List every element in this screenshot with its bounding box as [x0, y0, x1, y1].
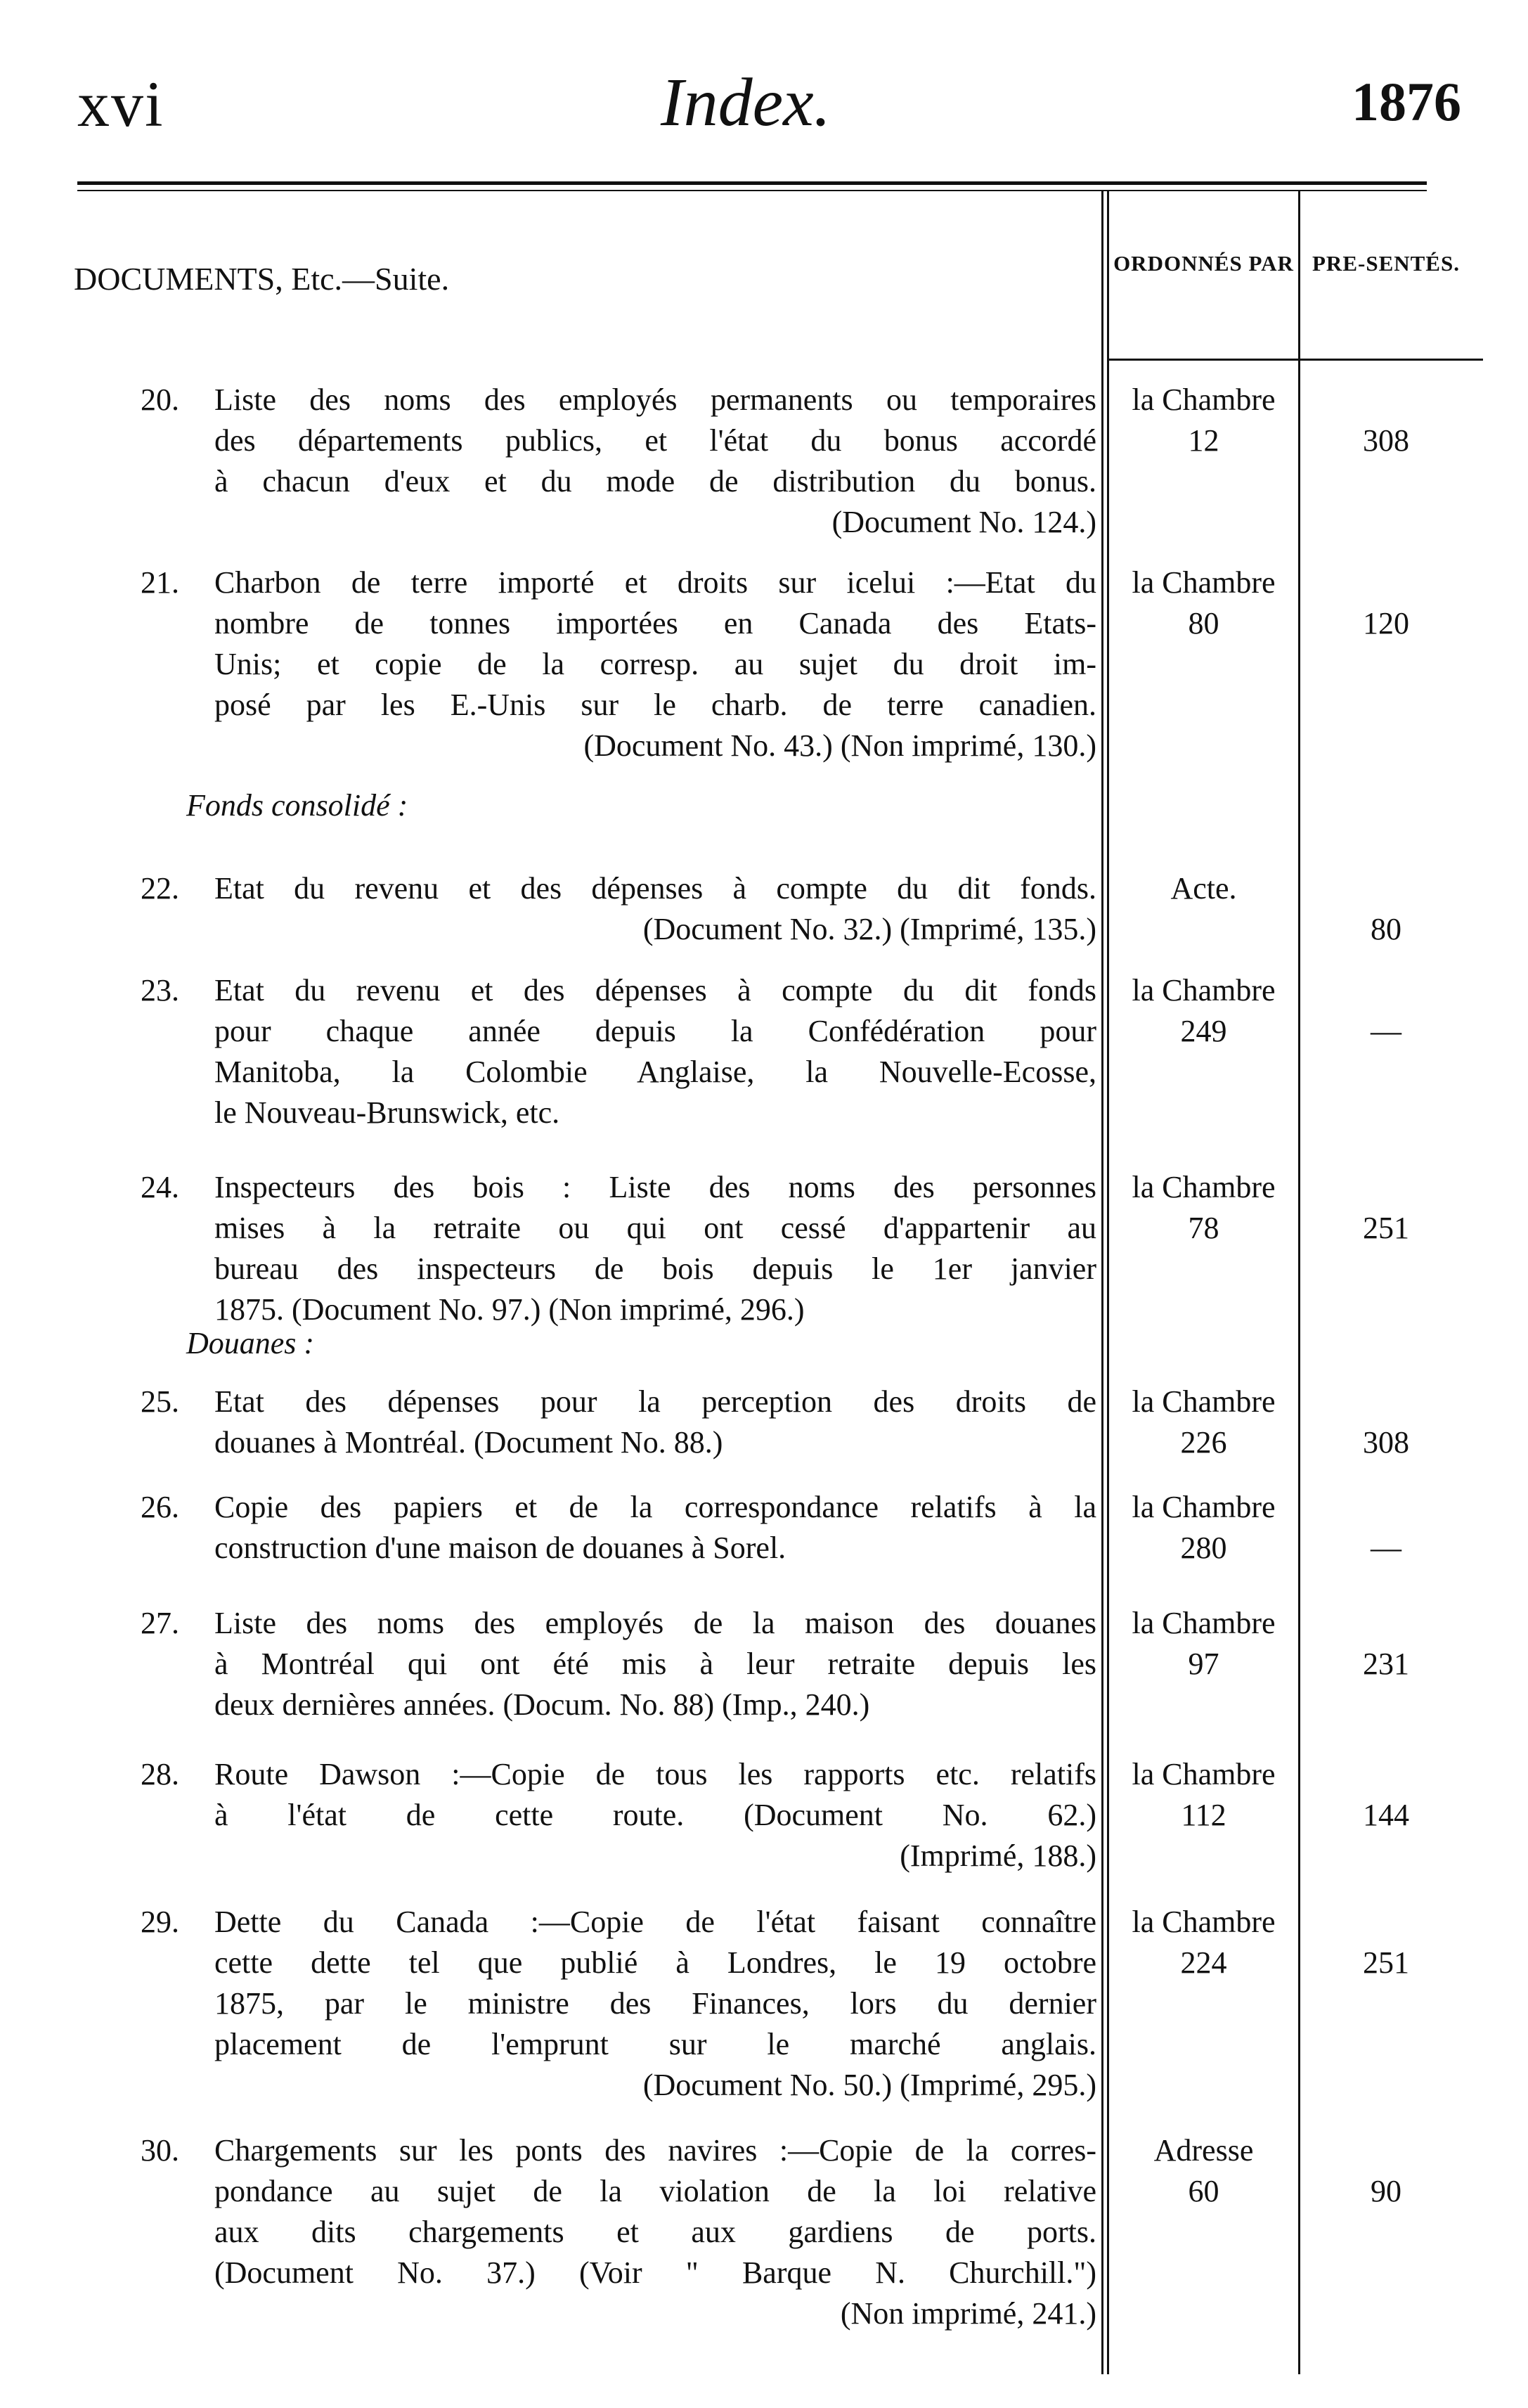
- entry-line: (Imprimé, 188.): [900, 1839, 1096, 1873]
- presented-page: 120: [1363, 606, 1409, 640]
- entry-line: pondance au sujet de la violation de la loi relative: [214, 2174, 1096, 2208]
- entry-text: [214, 562, 1096, 766]
- entry-line: Chargements sur les ponts des navires :—Copie de la corres-: [214, 2133, 1096, 2168]
- entry-number: 20.: [141, 382, 179, 417]
- entry-line: (Document No. 37.) (Voir " Barque N. Churchill."): [214, 2255, 1096, 2290]
- entry-line: Liste des noms des employés de la maison des douanes: [214, 1606, 1096, 1640]
- ordered-by-number: 226: [1180, 1425, 1227, 1460]
- entry-text: [214, 380, 1096, 543]
- presented-page: 308: [1363, 423, 1409, 458]
- ordered-by-body: la Chambre: [1132, 973, 1276, 1007]
- entry-line: à l'état de cette route. (Document No. 62.): [214, 1798, 1096, 1832]
- ordered-by: [1111, 868, 1297, 909]
- ordered-by-body: la Chambre: [1132, 382, 1276, 417]
- presented-page: —: [1371, 1014, 1401, 1048]
- entry-text: [214, 868, 1096, 950]
- entry-text: [214, 1382, 1096, 1463]
- ordered-by-body: la Chambre: [1132, 1170, 1276, 1204]
- entry-line: douanes à Montréal. (Document No. 88.): [214, 1425, 723, 1460]
- header-rule-thin: [77, 190, 1427, 191]
- entry-line: (Document No. 50.) (Imprimé, 295.): [642, 2068, 1096, 2102]
- ordered-by: [1111, 1487, 1297, 1569]
- entry-line: des départements publics, et l'état du bonus accordé: [214, 423, 1096, 458]
- ordered-by-body: la Chambre: [1132, 1757, 1276, 1791]
- ordered-by-number: 12: [1188, 423, 1219, 458]
- ordered-by-body: Adresse: [1153, 2133, 1254, 2168]
- running-title: Index.: [661, 65, 831, 141]
- entry-line: Route Dawson :—Copie de tous les rapports etc. relatifs: [214, 1757, 1096, 1791]
- column-divider: [1107, 191, 1109, 2374]
- entry-line: à chacun d'eux et du mode de distribution du bonus.: [214, 464, 1096, 498]
- entry-line: Inspecteurs des bois : Liste des noms des personnes: [214, 1170, 1096, 1204]
- entry-number: 29.: [141, 1905, 179, 1939]
- header-rule: [77, 181, 1427, 185]
- entry-number: 27.: [141, 1606, 179, 1640]
- ordered-by-body: la Chambre: [1132, 1384, 1276, 1419]
- entry-line: Unis; et copie de la corresp. au sujet du droit im-: [214, 647, 1096, 681]
- entry-line: cette dette tel que publié à Londres, le 19 octobre: [214, 1945, 1096, 1980]
- ordered-by-number: 78: [1188, 1211, 1219, 1245]
- entry-line: (Document No. 124.): [831, 505, 1096, 539]
- subheading-douanes: Douanes :: [186, 1326, 315, 1360]
- column-divider: [1101, 191, 1103, 2374]
- column-divider: [1298, 191, 1300, 2374]
- presented-page: 144: [1363, 1798, 1409, 1832]
- entry-text: [214, 1902, 1096, 2106]
- column-header-presentes: PRE-SENTÉS.: [1312, 251, 1460, 276]
- entry-line: (Document No. 32.) (Imprimé, 135.): [642, 912, 1096, 946]
- entry-text: [214, 1603, 1096, 1725]
- entry-line: bureau des inspecteurs de bois depuis le 1er janvier: [214, 1251, 1096, 1286]
- ordered-by-number: 280: [1180, 1531, 1227, 1565]
- subheading-fonds: Fonds consolidé :: [186, 788, 408, 823]
- entry-line: Etat du revenu et des dépenses à compte du dit fonds: [214, 973, 1096, 1007]
- entry-line: Manitoba, la Colombie Anglaise, la Nouvelle-Ecosse,: [214, 1055, 1096, 1089]
- ordered-by: [1111, 562, 1297, 644]
- entry-line: Etat des dépenses pour la perception des droits de: [214, 1384, 1096, 1419]
- entry-line: construction d'une maison de douanes à Sorel.: [214, 1531, 786, 1565]
- ordered-by-body: la Chambre: [1132, 1905, 1276, 1939]
- ordered-by: [1111, 1902, 1297, 1983]
- presented-page: 251: [1363, 1945, 1409, 1980]
- year: 1876: [1352, 71, 1461, 132]
- entry-line: deux dernières années. (Docum. No. 88) (Imp., 240.): [214, 1687, 870, 1722]
- entry-line: nombre de tonnes importées en Canada des Etats-: [214, 606, 1096, 640]
- entry-number: 23.: [141, 973, 179, 1007]
- ordered-by: [1111, 1382, 1297, 1463]
- entry-text: [214, 970, 1096, 1133]
- entry-number: 28.: [141, 1757, 179, 1791]
- entry-line: Dette du Canada :—Copie de l'état faisant connaître: [214, 1905, 1096, 1939]
- entry-line: pour chaque année depuis la Confédération pour: [214, 1014, 1096, 1048]
- entry-line: Liste des noms des employés permanents ou temporaires: [214, 382, 1096, 417]
- entry-text: [214, 1754, 1096, 1876]
- entry-text: [214, 2130, 1096, 2334]
- section-title: DOCUMENTS, Etc.—Suite.: [74, 261, 450, 297]
- ordered-by: [1111, 970, 1297, 1052]
- ordered-by-body: Acte.: [1170, 871, 1237, 906]
- ordered-by: [1111, 380, 1297, 461]
- entry-line: Copie des papiers et de la correspondance relatifs à la: [214, 1490, 1096, 1524]
- entry-text: [214, 1167, 1096, 1330]
- page-header: [0, 0, 1528, 183]
- presented-page: 231: [1363, 1647, 1409, 1681]
- entry-line: (Non imprimé, 241.): [840, 2296, 1096, 2331]
- entry-line: 1875, par le ministre des Finances, lors du dernier: [214, 1986, 1096, 2021]
- presented-page: 90: [1371, 2174, 1401, 2208]
- entry-line: posé par les E.-Unis sur le charb. de terre canadien.: [214, 688, 1096, 722]
- entry-line: placement de l'emprunt sur le marché anglais.: [214, 2027, 1096, 2061]
- page-number-roman: xvi: [77, 68, 164, 140]
- ordered-by-number: 60: [1188, 2174, 1219, 2208]
- entry-text: [214, 1487, 1096, 1569]
- ordered-by-number: 80: [1188, 606, 1219, 640]
- entry-line: aux dits chargements et aux gardiens de ports.: [214, 2215, 1096, 2249]
- ordered-by-number: 97: [1188, 1647, 1219, 1681]
- entry-line: Etat du revenu et des dépenses à compte du dit fonds.: [214, 871, 1096, 906]
- entry-line: le Nouveau-Brunswick, etc.: [214, 1095, 560, 1130]
- ordered-by: [1111, 2130, 1297, 2212]
- presented-page: 308: [1363, 1425, 1409, 1460]
- presented-page: —: [1371, 1531, 1401, 1565]
- ordered-by-number: 224: [1180, 1945, 1227, 1980]
- entry-number: 26.: [141, 1490, 179, 1524]
- entry-line: mises à la retraite ou qui ont cessé d'appartenir au: [214, 1211, 1096, 1245]
- presented-page: 251: [1363, 1211, 1409, 1245]
- entry-line: à Montréal qui ont été mis à leur retraite depuis les: [214, 1647, 1096, 1681]
- entry-number: 30.: [141, 2133, 179, 2168]
- column-header-ordonnes: ORDONNÉS PAR: [1113, 251, 1294, 276]
- entry-number: 21.: [141, 565, 179, 600]
- presented-page: 80: [1371, 912, 1401, 946]
- ordered-by: [1111, 1167, 1297, 1249]
- entry-number: 22.: [141, 871, 179, 906]
- ordered-by-body: la Chambre: [1132, 565, 1276, 600]
- entry-line: 1875. (Document No. 97.) (Non imprimé, 296.): [214, 1292, 805, 1327]
- ordered-by-number: 249: [1180, 1014, 1227, 1048]
- entry-line: (Document No. 43.) (Non imprimé, 130.): [583, 728, 1096, 763]
- ordered-by-number: 112: [1181, 1798, 1226, 1832]
- entry-line: Charbon de terre importé et droits sur icelui :—Etat du: [214, 565, 1096, 600]
- ordered-by-body: la Chambre: [1132, 1490, 1276, 1524]
- ordered-by: [1111, 1603, 1297, 1685]
- entry-number: 24.: [141, 1170, 179, 1204]
- column-header-rule: [1107, 359, 1483, 361]
- ordered-by-body: la Chambre: [1132, 1606, 1276, 1640]
- entry-number: 25.: [141, 1384, 179, 1419]
- ordered-by: [1111, 1754, 1297, 1836]
